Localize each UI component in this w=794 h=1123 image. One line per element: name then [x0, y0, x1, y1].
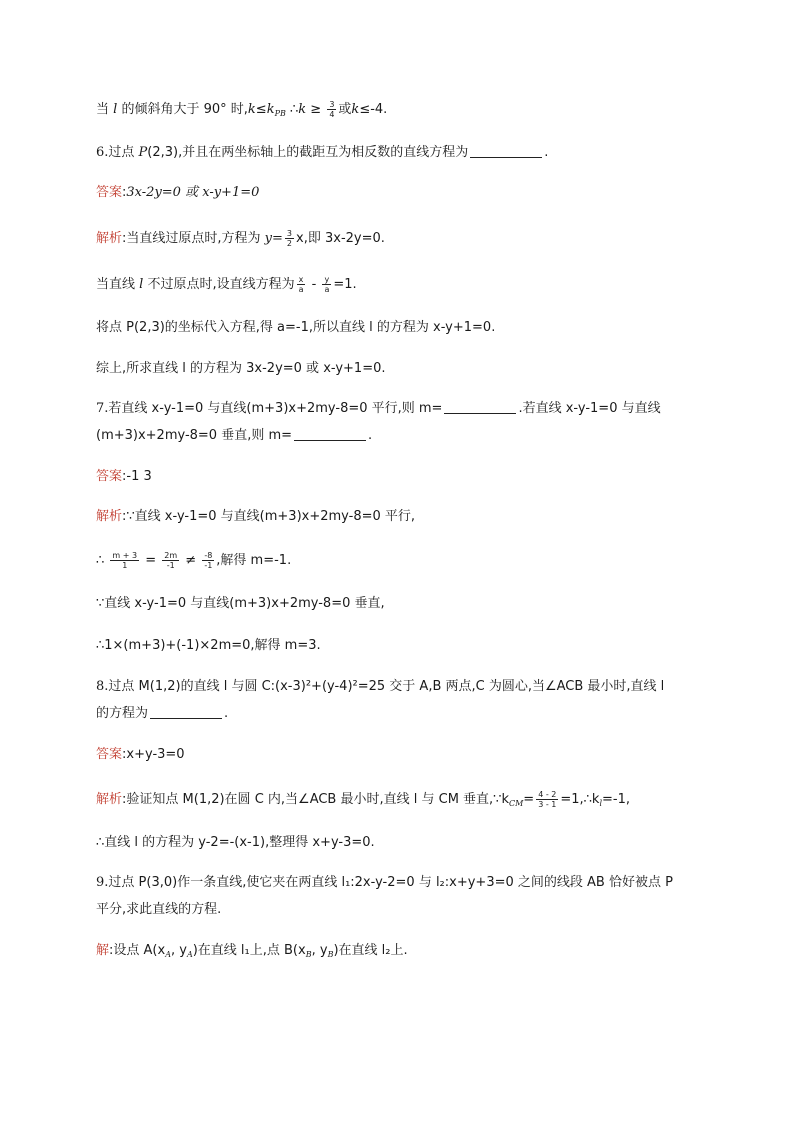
- text: ∴: [96, 553, 109, 568]
- denominator: 3 - 1: [538, 800, 557, 809]
- question-number: 9.: [96, 875, 109, 890]
- numerator: 4 - 2: [538, 790, 557, 799]
- denominator: a: [324, 285, 330, 294]
- text: 过点 M(1,2)的直线 l 与圆 C:(x-3)²+(y-4)²=25 交于 A,B 两点,C 为圆心,当∠ACB 最小时,直线 l: [108, 679, 665, 694]
- text: )在直线 l₂上.: [333, 943, 408, 958]
- numerator: -8: [204, 551, 213, 560]
- solution-6-line-4: [96, 359, 386, 379]
- text-line-1: [96, 100, 387, 124]
- text: .: [368, 428, 373, 443]
- subscript: B: [305, 950, 312, 959]
- text: -: [307, 277, 321, 292]
- denominator: 4: [329, 110, 335, 119]
- solution-6-line-2: [96, 275, 357, 295]
- subscript: A: [165, 950, 171, 959]
- numerator: x: [297, 275, 306, 285]
- text: 或: [338, 102, 352, 117]
- text: , y: [170, 943, 187, 958]
- question-number: 6.: [96, 145, 109, 160]
- numerator: 3: [329, 100, 335, 109]
- denominator: 1: [122, 561, 128, 570]
- answer-blank: [444, 399, 516, 414]
- text: 当: [96, 102, 114, 117]
- text: =1,∴k: [560, 792, 600, 807]
- solution-8-line-1: [96, 790, 630, 814]
- text: ≥: [306, 102, 326, 117]
- answer-text: :-1 3: [122, 469, 152, 484]
- text: x,即 3x-2y=0.: [296, 231, 385, 246]
- text: ∵直线 x-y-1=0 与直线(m+3)x+2my-8=0 垂直,: [96, 596, 385, 611]
- solution-7-line-3: [96, 594, 385, 614]
- fraction: [202, 551, 214, 570]
- answer-label: 答案: [96, 185, 123, 200]
- solution-label: 解: [96, 943, 110, 958]
- answer-label: 答案: [96, 747, 123, 762]
- var: P: [138, 145, 148, 160]
- solution-9: [96, 941, 408, 965]
- denominator: a: [298, 285, 304, 294]
- text: 的倾斜角大于 90° 时,: [117, 102, 248, 117]
- subscript: B: [327, 950, 334, 959]
- question-7-line-2: [96, 426, 372, 446]
- var: k: [247, 102, 256, 117]
- text: 平分,求此直线的方程.: [96, 902, 222, 917]
- text: ∴直线 l 的方程为 y-2=-(x-1),整理得 x+y-3=0.: [96, 835, 375, 850]
- text: :: [122, 185, 127, 200]
- text: =: [141, 553, 161, 568]
- text: ,解得 m=-1.: [216, 553, 292, 568]
- question-8-line-1: [96, 677, 664, 697]
- denominator: 2: [286, 239, 293, 248]
- text: 综上,所求直线 l 的方程为 3x-2y=0 或 x-y+1=0.: [96, 361, 386, 376]
- text: .若直线 x-y-1=0 与直线: [518, 401, 661, 416]
- text: 过点: [108, 145, 139, 160]
- solution-6-line-1: [96, 229, 385, 249]
- numerator: y: [322, 275, 331, 285]
- text: .: [544, 145, 549, 160]
- subscript: CM: [508, 799, 524, 808]
- answer-text: :x+y-3=0: [122, 747, 185, 762]
- fraction: [297, 275, 306, 294]
- answer-blank: [294, 426, 366, 441]
- text: :∵直线 x-y-1=0 与直线(m+3)x+2my-8=0 平行,: [122, 509, 416, 524]
- fraction: [536, 790, 558, 809]
- denominator: -1: [204, 561, 213, 570]
- fraction: [322, 275, 331, 294]
- fraction: [162, 551, 179, 570]
- subscript: PB: [274, 109, 286, 118]
- question-number: 7.: [96, 401, 109, 416]
- denominator: -1: [166, 561, 175, 570]
- text: .: [224, 706, 229, 721]
- var: k: [298, 102, 307, 117]
- question-8-line-2: [96, 704, 228, 724]
- text: 当直线: [96, 277, 140, 292]
- answer-blank: [150, 704, 222, 719]
- text: 不过原点时,设直线方程为: [143, 277, 295, 292]
- text: )在直线 l₁上,点 B(x: [192, 943, 306, 958]
- text: 若直线 x-y-1=0 与直线(m+3)x+2my-8=0 平行,则 m=: [108, 401, 443, 416]
- solution-7-line-4: [96, 636, 321, 656]
- answer-8: [96, 745, 185, 765]
- numerator: 3: [286, 229, 293, 238]
- var: k: [351, 102, 360, 117]
- solution-7-line-1: [96, 507, 415, 527]
- text: ≠: [181, 553, 201, 568]
- var: y=: [264, 231, 283, 246]
- answer-7: [96, 467, 152, 487]
- answer-text: 3x-2y=0 或 x-y+1=0: [126, 185, 260, 200]
- numerator: m + 3: [112, 551, 138, 560]
- var: k: [266, 102, 275, 117]
- text: ∴1×(m+3)+(-1)×2m=0,解得 m=3.: [96, 638, 321, 653]
- var: l: [139, 277, 144, 292]
- text: =1.: [333, 277, 357, 292]
- question-7-line-1: [96, 399, 661, 419]
- answer-6: [96, 183, 259, 203]
- text: :验证知点 M(1,2)在圆 C 内,当∠ACB 最小时,直线 l 与 CM 垂直,∵k: [122, 792, 509, 807]
- text: =: [523, 792, 535, 807]
- solution-label: 解析: [96, 509, 123, 524]
- text: (2,3),并且在两坐标轴上的截距互为相反数的直线方程为: [147, 145, 469, 160]
- fraction: [110, 551, 139, 570]
- question-6: [96, 143, 548, 163]
- answer-blank: [470, 143, 542, 158]
- text: :当直线过原点时,方程为: [122, 231, 265, 246]
- fraction: [327, 100, 336, 119]
- text: ≤: [255, 102, 267, 117]
- question-9-line-2: [96, 900, 221, 920]
- answer-label: 答案: [96, 469, 123, 484]
- text: ≤-4.: [359, 102, 388, 117]
- text: ∴: [285, 102, 299, 117]
- question-9-line-1: [96, 873, 673, 893]
- text: 的方程为: [96, 706, 149, 721]
- text: 将点 P(2,3)的坐标代入方程,得 a=-1,所以直线 l 的方程为 x-y+1=0.: [96, 320, 496, 335]
- solution-6-line-3: [96, 318, 495, 338]
- solution-label: 解析: [96, 792, 123, 807]
- subscript: A: [186, 950, 193, 959]
- text: :设点 A(x: [109, 943, 166, 958]
- solution-label: 解析: [96, 231, 123, 246]
- text: (m+3)x+2my-8=0 垂直,则 m=: [96, 428, 293, 443]
- text: , y: [311, 943, 328, 958]
- solution-8-line-2: [96, 833, 375, 853]
- var: l: [113, 102, 118, 117]
- fraction: [285, 229, 294, 248]
- text: 过点 P(3,0)作一条直线,使它夹在两直线 l₁:2x-y-2=0 与 l₂:x+y+3=0 之间的线段 AB 恰好被点 P: [108, 875, 673, 890]
- numerator: 2m: [164, 551, 178, 560]
- text: =-1,: [602, 792, 631, 807]
- solution-7-line-2: [96, 551, 291, 571]
- question-number: 8.: [96, 679, 109, 694]
- subscript: l: [599, 799, 603, 808]
